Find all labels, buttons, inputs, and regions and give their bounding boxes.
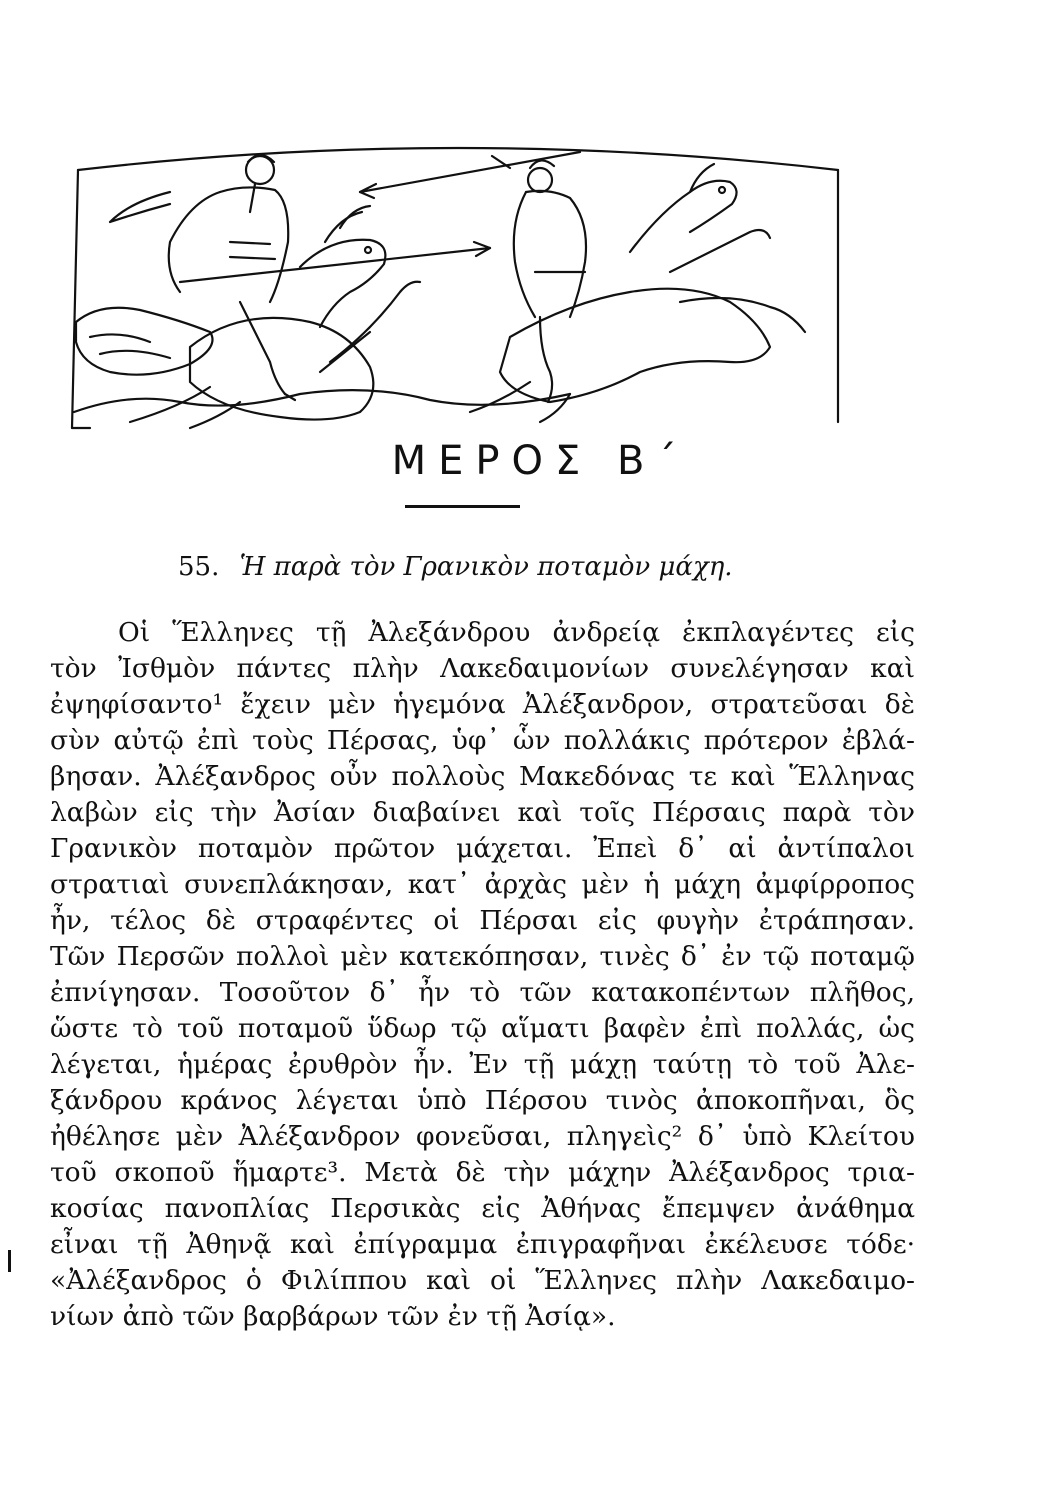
part-title: ΜΕΡΟΣ Β΄: [391, 438, 689, 484]
text-line: λέγεται, ἡμέρας ἐρυθρὸν ἦν. Ἐν τῇ μάχῃ ταύτῃ τὸ τοῦ Ἀλε-: [50, 1049, 915, 1080]
persian-spear: [360, 152, 580, 192]
text-line: νίων ἀπὸ τῶν βαρβάρων τῶν ἐν τῇ Ἀσίᾳ».: [50, 1301, 616, 1332]
chapter-number: 55.: [178, 552, 220, 582]
text-line: εἶναι τῇ Ἀθηνᾷ καὶ ἐπίγραμμα ἐπιγραφῆναι ἐκέλευσε τόδε·: [50, 1229, 915, 1260]
text-line: κοσίας πανοπλίας Περσικὰς εἰς Ἀθήνας ἔπεμψεν ἀνάθημα: [50, 1193, 915, 1224]
battle-scene-illustration: [70, 132, 845, 430]
title-underline: [405, 505, 520, 508]
text-line: στρατιαὶ συνεπλάκησαν, κατ᾽ ἀρχὰς μὲν ἡ μάχη ἀμφίρροπος: [50, 869, 915, 900]
text-line: τοῦ σκοποῦ ἥμαρτε³. Μετὰ δὲ τὴν μάχην Ἀλέξανδρος τρια-: [50, 1157, 915, 1188]
text-line: Γρανικὸν ποταμὸν πρῶτον μάχεται. Ἐπεὶ δ᾽ αἱ ἀντίπαλοι: [50, 833, 915, 864]
greek-spear: [180, 248, 490, 282]
text-line: σὺν αὐτῷ ἐπὶ τοὺς Πέρσας, ὑφ᾽ ὧν πολλάκις πρότερον ἐβλά-: [50, 725, 915, 756]
text-line: ἦν, τέλος δὲ στραφέντες οἱ Πέρσαι εἰς φυγὴν ἐτράπησαν.: [50, 905, 915, 936]
persian-horseman: [360, 152, 805, 422]
text-line: Οἱ Ἕλληνες τῇ Ἀλεξάνδρου ἀνδρείᾳ ἐκπλαγέντες εἰς: [118, 617, 915, 648]
text-line: τὸν Ἰσθμὸν πάντες πλὴν Λακεδαιμονίων συνελέγησαν καὶ: [50, 653, 915, 684]
fallen-figure: [76, 308, 213, 375]
chapter-title: Ἡ παρὰ τὸν Γρανικὸν ποταμὸν μάχη.: [239, 552, 733, 582]
text-line: ὥστε τὸ τοῦ ποταμοῦ ὕδωρ τῷ αἵματι βαφὲν ἐπὶ πολλάς, ὡς: [50, 1013, 915, 1044]
chapter-heading: [178, 552, 733, 582]
text-line: βησαν. Ἀλέξανδρος οὖν πολλοὺς Μακεδόνας τε καὶ Ἕλληνας: [50, 761, 915, 792]
text-line: ἐπνίγησαν. Τοσοῦτον δ᾽ ἦν τὸ τῶν κατακοπέντων πλῆθος,: [50, 977, 915, 1008]
frame-left-edge: [72, 170, 78, 428]
text-line: «Ἀλέξανδρος ὁ Φιλίππου καὶ οἱ Ἕλληνες πλὴν Λακεδαιμο-: [50, 1265, 915, 1296]
paragraph: [50, 615, 915, 1335]
text-line: ἐψηφίσαντο¹ ἔχειν μὲν ἡγεμόνα Ἀλέξανδρον, στρατεῦσαι δὲ: [50, 689, 915, 720]
greek-horseman: [110, 155, 490, 428]
text-line: ἠθέλησε μὲν Ἀλέξανδρον φονεῦσαι, πληγεὶς² δ᾽ ὑπὸ Κλείτου: [50, 1121, 915, 1152]
text-line: Τῶν Περσῶν πολλοὶ μὲν κατεκόπησαν, τινὲς δ᾽ ἐν τῷ ποταμῷ: [50, 941, 915, 972]
text-line: ξάνδρου κράνος λέγεται ὑπὸ Πέρσου τινὸς ἀποκοπῆναι, ὃς: [50, 1085, 915, 1116]
text-line: λαβὼν εἰς τὴν Ἀσίαν διαβαίνει καὶ τοῖς Πέρσαις παρὰ τὸν: [50, 797, 915, 828]
frame-arch: [78, 148, 838, 170]
margin-mark: [8, 1250, 11, 1272]
